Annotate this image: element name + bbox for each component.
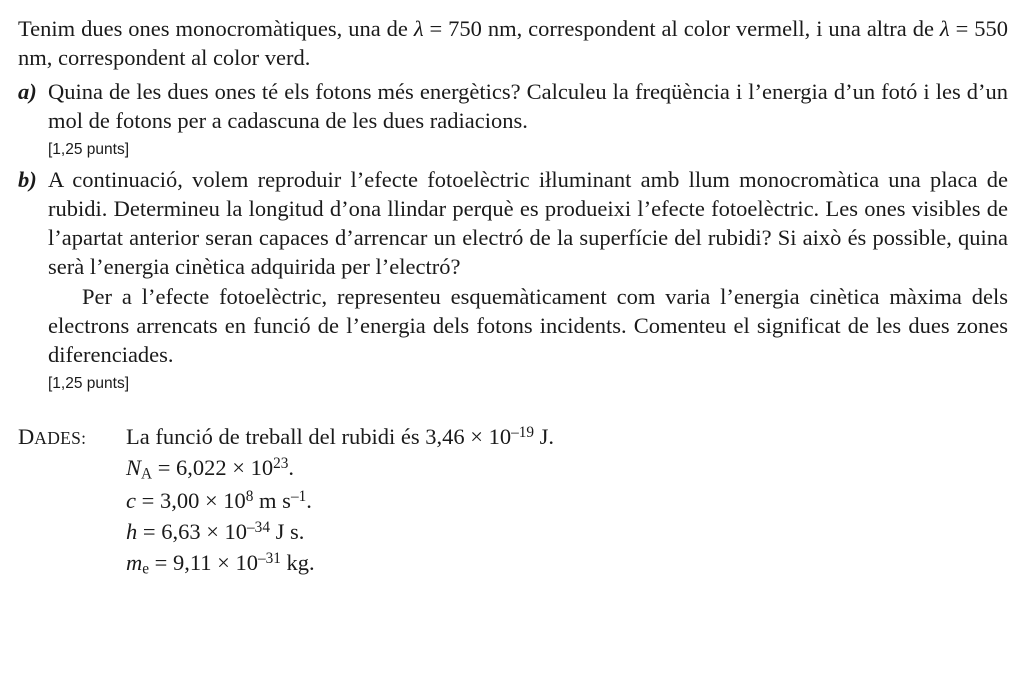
light-speed-value: = 3,00 × 10 <box>136 487 246 513</box>
question-b-paragraph-1: A continuació, volem reproduir l’efecte fotoelèctric iłluminant amb llum monocromàtica una placa de rubidi. Determineu la longitud d’ona llindar perquè es produeixi l’efecte fotoelèctric. Les ones visibles de l’apartat anterior seran capaces d’arrencar un electró de la superfície del rubidi? Si això és possible, quina serà l’energia cinètica adquirida per l’electró? <box>48 166 1008 280</box>
data-values-list <box>126 421 1008 579</box>
planck-symbol: h <box>126 518 138 544</box>
data-line-electron-mass <box>126 547 1008 579</box>
light-speed-tail: . <box>306 487 312 513</box>
electron-mass-unit: kg. <box>280 549 315 575</box>
intro-text-4: = 550 nm, correspondent al color verd. <box>18 16 1008 71</box>
data-title-first-letter: D <box>18 424 35 450</box>
light-speed-unit: m s <box>253 487 291 513</box>
question-a-paragraph-1: Quina de les dues ones té els fotons més energètics? Calculeu la freqüència i l’energia d’un fotó i les d’un mol de fotons per a cadascuna de les dues radiacions. <box>48 78 1008 133</box>
question-item-b <box>18 165 1008 395</box>
avogadro-subscript: A <box>141 465 153 483</box>
lambda-symbol-1: λ <box>413 16 424 41</box>
planck-exponent: –34 <box>247 518 270 536</box>
electron-mass-value: = 9,11 × 10 <box>149 549 258 575</box>
data-line-light-speed <box>126 485 1008 516</box>
light-speed-unit-exponent: –1 <box>290 487 307 505</box>
electron-mass-symbol: m <box>126 549 143 575</box>
light-speed-exponent: 8 <box>245 487 254 505</box>
question-label-a: a) <box>18 78 37 104</box>
avogadro-symbol: N <box>126 455 142 481</box>
lambda-symbol-2: λ <box>939 16 950 41</box>
question-body-a <box>48 77 1008 161</box>
data-line-planck <box>126 516 1008 547</box>
data-section-title <box>18 421 126 452</box>
avogadro-exponent: 23 <box>273 455 289 473</box>
avogadro-value: = 6,022 × 10 <box>152 455 274 481</box>
intro-text-3: i una altra de <box>816 16 940 41</box>
planck-value: = 6,63 × 10 <box>137 518 248 544</box>
work-function-text: La funció de treball del rubidi és 3,46 × 10 <box>126 424 512 450</box>
work-function-unit: J. <box>534 424 555 450</box>
work-function-exponent: –19 <box>511 424 535 442</box>
light-speed-symbol: c <box>126 487 136 513</box>
avogadro-tail: . <box>288 455 295 481</box>
question-item-a <box>18 77 1008 161</box>
data-line-work-function <box>126 421 1008 452</box>
electron-mass-subscript: e <box>142 560 150 578</box>
data-section <box>18 421 1008 579</box>
question-b-paragraph-2: Per a l’efecte fotoelèctric, representeu esquemàticament com varia l’energia cinètica màxima dels electrons arrencats en funció de l’energia dels fotons incidents. Comenteu el significat de les dues zones diferenciades. <box>48 283 1008 368</box>
intro-text-2: = 750 nm, correspondent al color vermell, <box>423 16 811 41</box>
intro-text-1: Tenim dues ones monocromàtiques, una de <box>18 16 414 41</box>
question-b-points: [1,25 punts] <box>48 375 130 393</box>
question-body-b <box>48 165 1008 395</box>
data-title-rest: ADES: <box>34 428 87 449</box>
electron-mass-exponent: –31 <box>257 549 281 567</box>
intro-paragraph <box>18 14 1008 73</box>
question-a-points: [1,25 punts] <box>48 141 130 158</box>
data-line-avogadro <box>126 452 1008 484</box>
question-label-b: b) <box>18 166 37 192</box>
planck-unit: J s. <box>269 518 305 544</box>
